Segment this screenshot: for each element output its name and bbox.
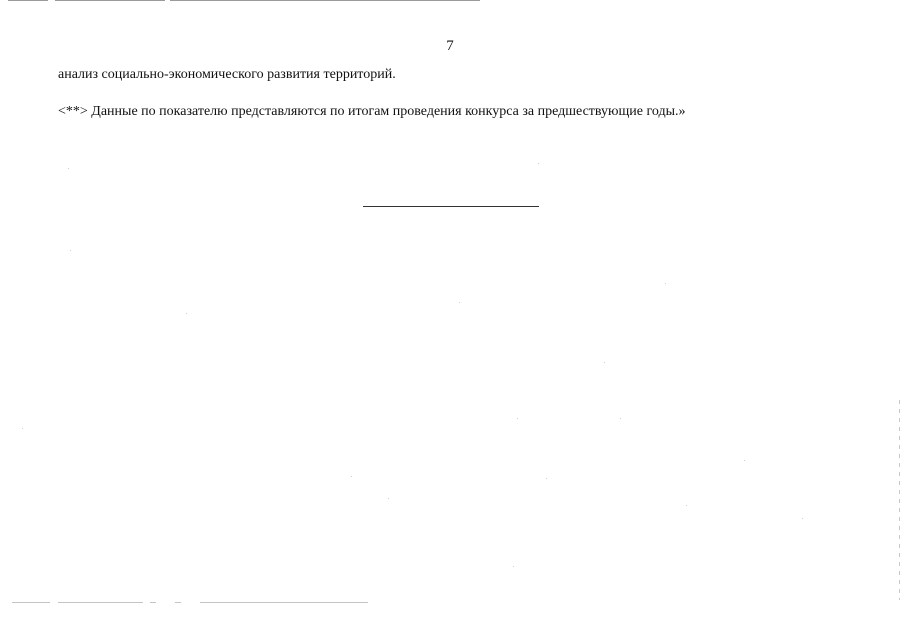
scan-artifact [200, 602, 368, 603]
scan-speck [186, 313, 187, 314]
end-of-document-rule [363, 206, 539, 207]
scan-speck [517, 418, 518, 419]
scan-speck [686, 505, 687, 506]
scan-artifact [175, 602, 181, 603]
scan-speck [459, 302, 460, 303]
scan-speck [68, 168, 69, 169]
scan-speck [22, 428, 23, 429]
scan-speck [513, 566, 514, 567]
footnote-text: <**> Данные по показателю представляются по итогам проведения конкурса за предшествующие годы.» [58, 104, 686, 119]
scan-speck [388, 498, 389, 499]
scan-speck [604, 362, 605, 363]
scan-edge-bottom [0, 602, 905, 606]
scan-artifact [8, 0, 48, 1]
scan-speck [546, 478, 547, 479]
scan-artifact [12, 602, 50, 603]
body-text-line: анализ социально-экономического развития территорий. [58, 67, 396, 82]
scan-speck [802, 518, 803, 519]
page-number: 7 [446, 38, 454, 54]
scan-artifact [55, 0, 165, 1]
scan-speck [351, 476, 352, 477]
scan-edge-right [899, 400, 900, 600]
scan-speck [744, 460, 745, 461]
scan-artifact [58, 602, 143, 603]
scan-artifact [170, 0, 480, 1]
scan-speck [70, 250, 71, 251]
scan-speck [665, 283, 666, 284]
scan-speck [620, 418, 621, 419]
scan-speck [538, 163, 539, 164]
scan-edge-top [0, 0, 905, 4]
scan-artifact [150, 602, 156, 603]
